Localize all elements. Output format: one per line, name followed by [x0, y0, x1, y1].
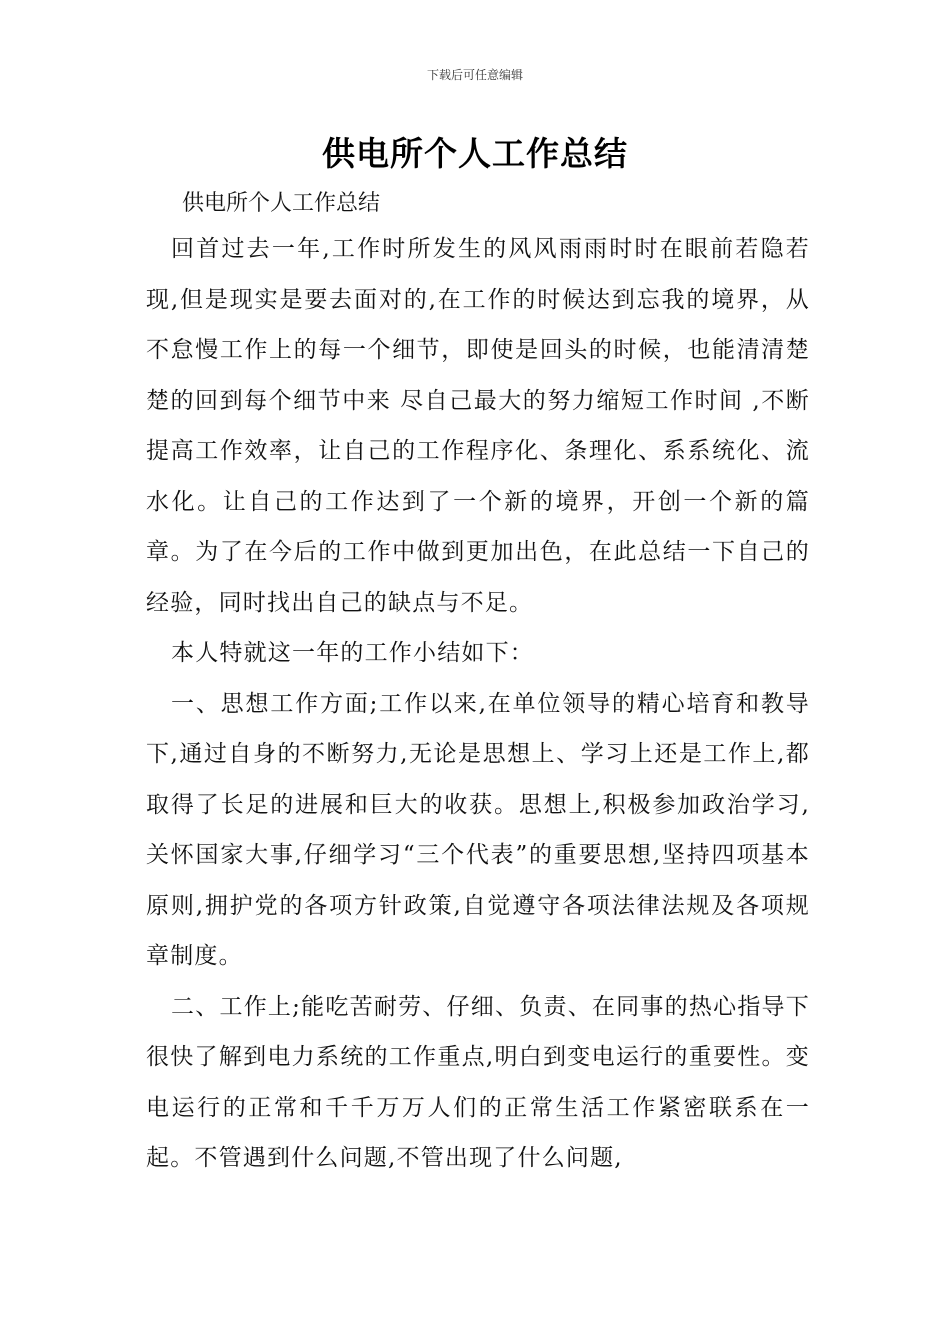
paragraph-summary-lead: 本人特就这一年的工作小结如下： — [171, 640, 534, 666]
document-title: 供电所个人工作总结 — [322, 134, 628, 173]
document-subtitle: 供电所个人工作总结 — [182, 191, 381, 216]
paragraph-work: 二、工作上;能吃苦耐劳、仔细、负责、在同事的热心指导下很快了解到电力系统的工作重点,明白到变电运行的重要性。变电运行的正常和千千万万人们的正常生活工作紧密联系在一起。不管遇到什么问题,不管出现了什么问题, — [146, 993, 810, 1171]
header-note: 下载后可任意编辑 — [426, 68, 523, 82]
paragraph-intro: 回首过去一年,工作时所发生的风风雨雨时时在眼前若隐若现,但是现实是要去面对的,在工作的时候达到忘我的境界，从不怠慢工作上的每一个细节，即使是回头的时候，也能清清楚楚的回到每个细节中来 尽自己最大的努力缩短工作时间 ,不断提高工作效率，让自己的工作程序化、条理化、系系统化、流水化。让自己的工作达到了一个新的境界，开创一个新的篇章。为了在今后的工作中做到更加出色，在此总结一下自己的经验，同时找出自己的缺点与不足。 — [146, 236, 810, 616]
paragraph-thought-work: 一、思想工作方面;工作以来,在单位领导的精心培育和教导下,通过自身的不断努力,无论是思想上、学习上还是工作上,都取得了长足的进展和巨大的收获。思想上,积极参加政治学习,关怀国家大事,仔细学习“三个代表”的重要思想,坚持四项基本原则,拥护党的各项方针政策,自觉遵守各项法律法规及各项规章制度。 — [146, 690, 810, 969]
document-body — [146, 224, 810, 1184]
